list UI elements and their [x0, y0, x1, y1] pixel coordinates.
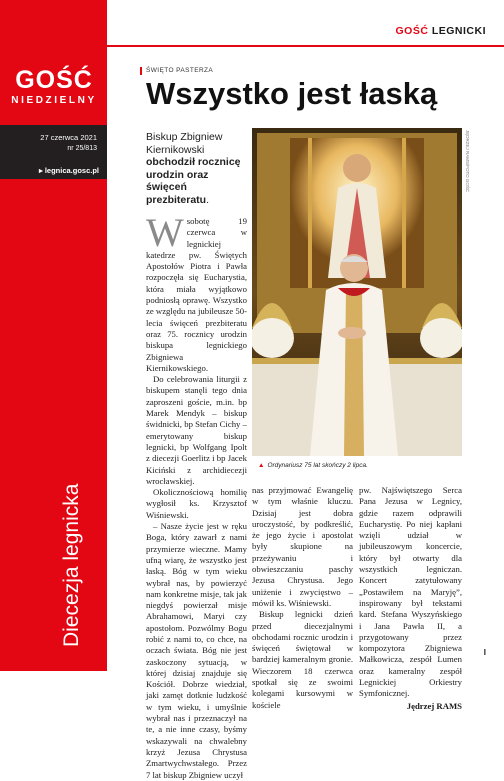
header-rule	[107, 45, 504, 47]
website-text: legnica.gosc.pl	[44, 166, 99, 175]
paragraph: – Nasze życie jest w ręku Boga, który zawarł z nami przymierze wieczne. Mamy ufną wiarę, że wszystko jest łaską. Bóg w tym wieku wybrał nas, by powierzyć nam konkretne misje, tak jak niegdyś powierzał misje Abrahamowi, Maryi czy apostołom. Pozwólmy Bogu robić z nami to, co chce, na oczach świata. Bóg nie jest zaskoczony sytuacją, w której dzisiaj znajduje się Kościół. Dobrze wiedział, jaki zamęt dotknie ludzkość w tym wieku, i umyślnie wybrał nas i przeznaczył na te, a nie inne czasy, byśmy wskazywali na chwalebny krzyż Jezusa Chrystusa Zmartwychwstałego. Przez 7 lat biskup Zbigniew uczył	[146, 521, 247, 780]
red-sidebar	[0, 0, 107, 671]
rubric-marker	[140, 67, 142, 75]
issue-date: 27 czerwca 2021	[40, 133, 97, 142]
article-column-2	[252, 485, 353, 711]
brand-gosc: GOŚĆ	[395, 25, 429, 37]
paragraph: pw. Najświętszego Serca Pana Jezusa w Legnicy, gdzie razem odprawili Eucharystię. Po niej kapłani wzięli udział w jubileuszowym koncercie, który był otwarty dla wszystkich legniczan. Koncert zatytułowany „Postawiłem na Maryję”, inspirowany był tekstami kard. Stefana Wyszyńskiego i Jana Pawła II, a przygotowany przez kompozytora Zbigniewa Małkowicza, zespół Lumen oraz kameralny zespół Legnickiej Orkiestry Symfonicznej.	[359, 485, 462, 699]
paragraph: Do celebrowania liturgii z biskupem stanęli tego dnia zaproszeni goście, m.in. bp Marek Mendyk – biskup świdnicki, bp Stefan Cichy – emerytowany biskup legnicki, bp Wolfgang Ipolt z diecezji Goerlitz i bp Jacek Kiciński z archidiecezji wrocławskiej.	[146, 374, 247, 486]
brand-region: LEGNICKI	[431, 25, 486, 37]
website-link[interactable]	[39, 166, 99, 175]
photo-caption	[258, 462, 368, 469]
triangle-icon: ▲	[258, 462, 265, 469]
diocese-label: Diecezja legnicka	[60, 483, 83, 647]
article-lead	[146, 131, 244, 206]
article-column-3	[359, 485, 462, 712]
article-author: Jędrzej RAMS	[406, 700, 462, 711]
paragraph: nas przyjmować Ewangelię w tym właśnie kluczu. Dzisiaj jest dobra uroczystość, by podkreślić, że jego życie i apostolat były skupione na przeżywaniu i obwieszczaniu paschy Jezusa Chrystusa. Jego uniżenie i zwycięstwo – mówił ks. Wiśniewski.	[252, 485, 353, 608]
photo-credit: JĘDRZEJ RAMS/FOTO GOŚĆ	[465, 130, 470, 193]
gosc-niedzielny-logo	[8, 68, 100, 106]
logo-sub-text: NIEDZIELNY	[11, 95, 97, 106]
paragraph: Okolicznościową homilię wygłosił ks. Krzysztof Wiśniewski.	[146, 487, 247, 520]
article-rubric: ŚWIĘTO PASTERZA	[146, 67, 214, 74]
article-photo	[252, 128, 462, 456]
article-title: Wszystko jest łaską	[146, 76, 438, 111]
section-brand	[395, 25, 486, 37]
paragraph: sobotę 19 czerwca w legnickiej katedrze pw. Świętych Apostołów Piotra i Pawła rozpoczęła się Eucharystia, która miała wyjątkowo podniosłą oprawę. Wszystko ze względu na jubileusze 50-lecia święceń prezbiteratu oraz 75. rocznicy urodzin biskupa legnickiego Zbigniewa Kiernikowskiego.	[146, 216, 247, 373]
caption-text: Ordynariusz 75 lat skończy 2 lipca.	[267, 462, 368, 469]
page-number: I	[483, 648, 486, 657]
bishop-at-altar-image	[252, 128, 462, 456]
issue-number: nr 25/813	[67, 145, 97, 152]
globe-icon: ▸	[38, 166, 45, 175]
article-column-1	[146, 210, 247, 781]
lead-end: .	[206, 193, 210, 206]
drop-cap: W	[146, 210, 184, 255]
lead-normal: Biskup Zbigniew Kiernikowski	[146, 131, 223, 156]
paragraph: Biskup legnicki dzień przed diecezjalnymi obchodami rocznic urodzin i święceń świętował w bardziej kameralnym gronie. Wieczorem 18 czerwca spotkał się ze swoimi kolegami kursowymi w kościele	[252, 609, 353, 710]
logo-main-text: GOŚĆ	[15, 66, 93, 94]
lead-bold: obchodził rocznicę urodzin oraz święceń prezbiteratu	[146, 156, 241, 206]
